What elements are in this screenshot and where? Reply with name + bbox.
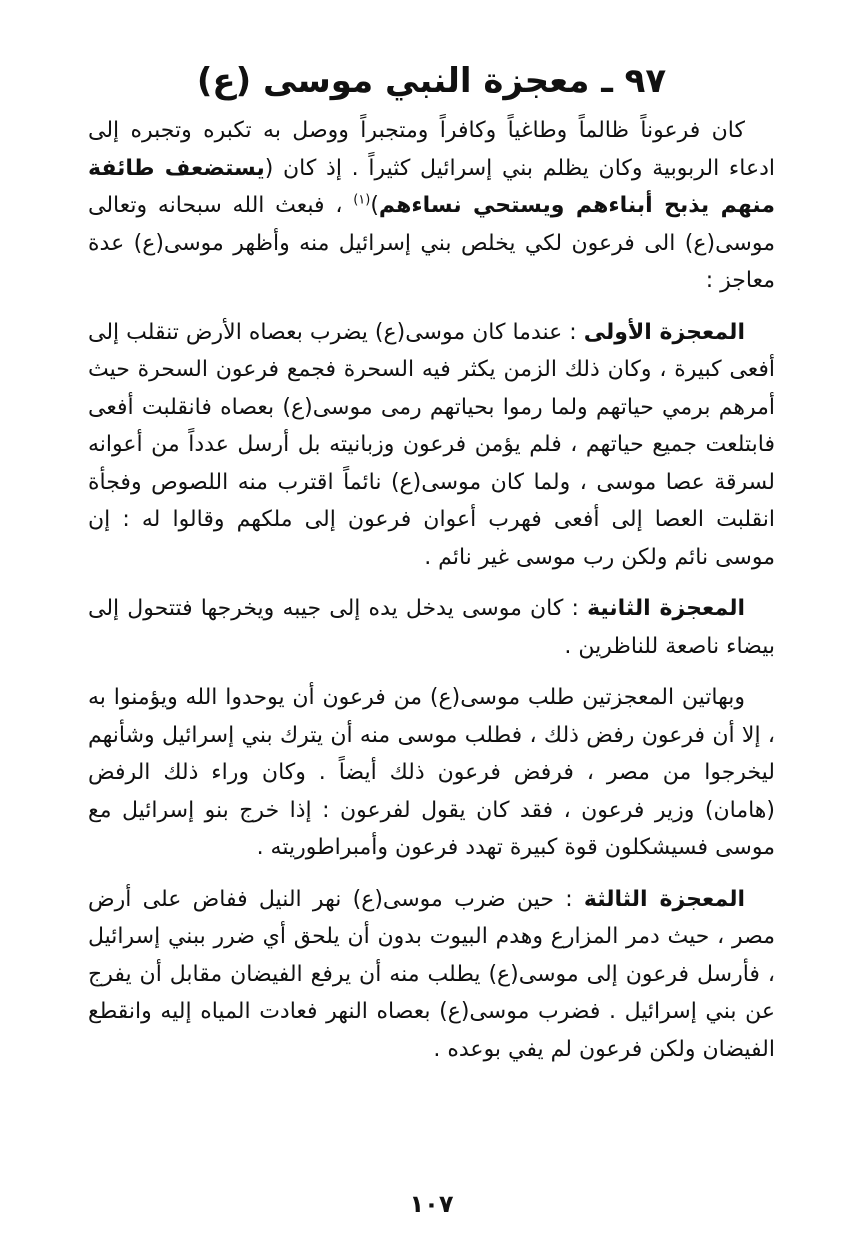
paragraph-intro [88,112,775,300]
intro-text-3: ، فبعث الله سبحانه وتعالى موسى(ع) الى فرعون لكي يخلص بني إسرائيل منه وأظهر موسى(ع) عدة معاجز : [88,193,775,293]
miracle-one-heading: المعجزة الأولى [583,319,745,345]
paragraph-refusal [88,679,775,867]
miracle-three-heading: المعجزة الثالثة [583,886,745,912]
miracle-three-text: : حين ضرب موسى(ع) نهر النيل ففاض على أرض مصر ، حيث دمر المزارع وهدم البيوت بدون أن يلحق أي ضرر ببني إسرائيل ، فأرسل فرعون إلى موسى(ع) يطلب منه أن يرفع الفيضان مقابل أن يفرج عن بني إسرائيل . فضرب موسى(ع) بعصاه النهر فعادت المياه إليه وانقطع الفيضان ولكن فرعون لم يفي بوعده . [88,886,775,1062]
chapter-title: ٩٧ ـ معجزة النبي موسى (ع) [196,61,667,101]
refusal-text: وبهاتين المعجزتين طلب موسى(ع) من فرعون أن يوحدوا الله ويؤمنوا به ، إلا أن فرعون رفض ذلك ، فطلب موسى منه أن يترك بني إسرائيل وشأنهم ليخرجوا من مصر ، فرفض فرعون ذلك أيضاً . وكان وراء ذلك الرفض (هامان) وزير فرعون ، فقد كان يقول لفرعون : إذا خرج بنو إسرائيل مع موسى فسيشكلون قوة كبيرة تهدد فرعون وأمبراطوريته . [88,685,775,860]
intro-text-2: ) [370,193,379,218]
miracle-one-text: : عندما كان موسى(ع) يضرب بعصاه الأرض تنقلب إلى أفعى كبيرة ، وكان ذلك الزمن يكثر فيه السحرة فجمع فرعون السحرة حيث أمرهم برمي حياتهم ولما رموا بحياتهم رمى موسى(ع) بعصاه فانقلبت أفعى فابتلعت جميع حياتهم ، فلم يؤمن فرعون وزبانيته بل أرسل عدداً من أعوانه لسرقة عصا موسى ، ولما كان موسى(ع) نائماً اقترب منه اللصوص وفجأة انقلبت العصا إلى أفعى فهرب أعوان فرعون إلى ملكهم وقالوا له : إن موسى نائم ولكن رب موسى غير نائم . [88,319,775,570]
page-number: ١٠٧ [409,1190,454,1218]
quran-quote: يستضعف طائفة منهم يذبح أبناءهم ويستحي نساءهم [88,155,775,218]
paragraph-miracle-two [88,590,775,665]
paragraph-miracle-one [88,314,775,577]
paragraph-miracle-three [88,881,775,1069]
miracle-two-heading: المعجزة الثانية [587,596,745,621]
miracle-two-text: : كان موسى يدخل يده إلى جيبه ويخرجها فتتحول إلى بيضاء ناصعة للناظرين . [88,596,775,659]
footnote-marker[interactable]: (١) [353,192,371,208]
intro-text-1: كان فرعوناً ظالماً وطاغياً وكافراً ومتجبراً ووصل به تكبره وتجبره إلى ادعاء الربوبية وكان يظلم بني إسرائيل كثيراً . إذ كان ( [88,118,775,181]
